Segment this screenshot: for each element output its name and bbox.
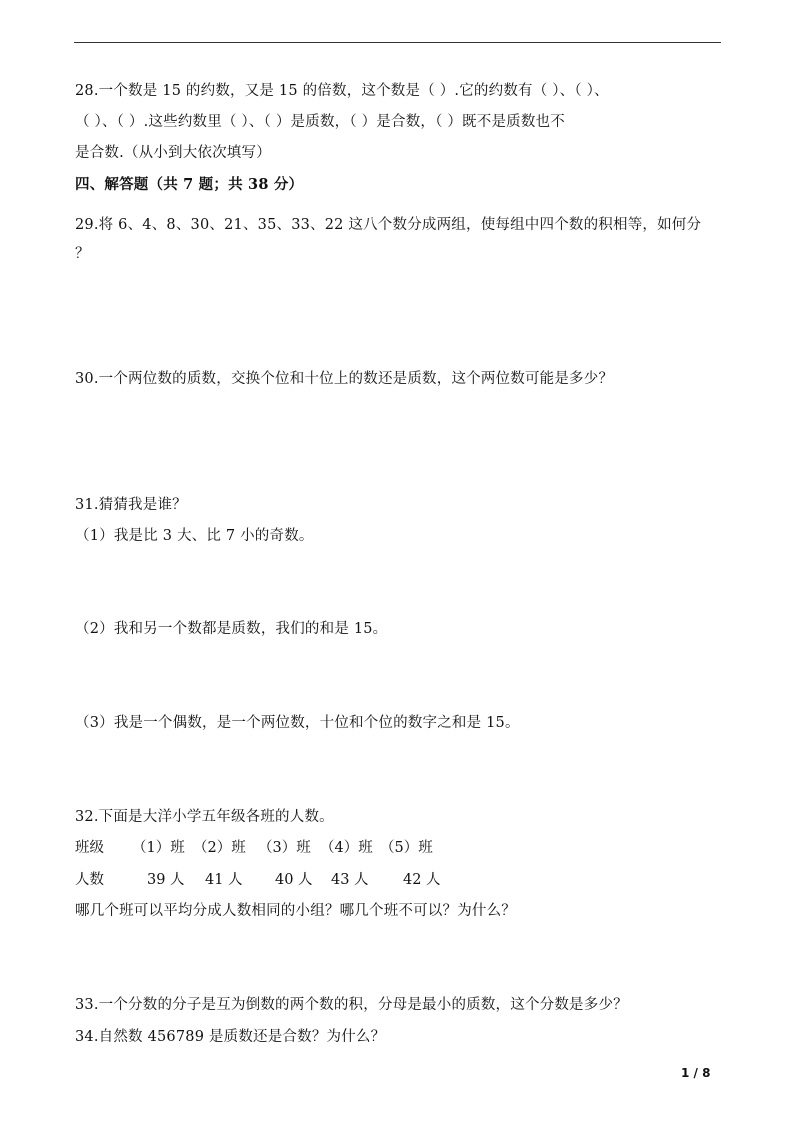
table-cell: 42 人 bbox=[403, 872, 441, 888]
section-heading: 四、解答题（共 7 题；共 38 分） bbox=[75, 176, 304, 193]
q31-part3: （3）我是一个偶数，是一个两位数，十位和个位的数字之和是 15。 bbox=[75, 715, 520, 731]
q28-line1: 28.一个数是 15 的约数，又是 15 的倍数，这个数是（ ）.它的约数有（ ）、（ ）、 bbox=[75, 83, 609, 99]
table-cell: （2）班 bbox=[193, 840, 246, 856]
table-cell: 人数 bbox=[75, 872, 104, 888]
q31-title: 31.猜猜我是谁？ bbox=[75, 497, 187, 513]
table-cell: （5）班 bbox=[380, 840, 433, 856]
q31-part2: （2）我和另一个数都是质数，我们的和是 15。 bbox=[75, 621, 388, 637]
q33-text: 33.一个分数的分子是互为倒数的两个数的积，分母是最小的质数，这个分数是多少？ bbox=[75, 997, 628, 1013]
table-cell: 41 人 bbox=[205, 872, 243, 888]
q31-part1: （1）我是比 3 大、比 7 小的奇数。 bbox=[75, 528, 314, 544]
table-cell: （1）班 bbox=[132, 840, 185, 856]
table-cell: （3）班 bbox=[258, 840, 311, 856]
q29-line1: 29.将 6、4、8、30、21、35、33、22 这八个数分成两组，使每组中四个数的积相等，如何分 bbox=[75, 217, 702, 233]
header-rule bbox=[74, 42, 721, 43]
q29-line2: ？ bbox=[75, 246, 90, 262]
q30-text: 30.一个两位数的质数，交换个位和十位上的数还是质数，这个两位数可能是多少？ bbox=[75, 371, 614, 387]
q34-text: 34.自然数 456789 是质数还是合数？为什么？ bbox=[75, 1029, 386, 1045]
table-cell: 43 人 bbox=[331, 872, 369, 888]
q32-title: 32.下面是大洋小学五年级各班的人数。 bbox=[75, 809, 334, 825]
table-cell: 39 人 bbox=[147, 872, 185, 888]
page-number: 1 / 8 bbox=[681, 1066, 711, 1080]
q32-question: 哪几个班可以平均分成人数相同的小组？哪几个班不可以？为什么？ bbox=[75, 903, 516, 919]
table-cell: 40 人 bbox=[275, 872, 313, 888]
table-cell: （4）班 bbox=[320, 840, 373, 856]
table-cell: 班级 bbox=[75, 840, 104, 856]
q28-line3: 是合数.（从小到大依次填写） bbox=[75, 145, 271, 161]
q28-line2: （ ）、（ ）.这些约数里（ ）、（ ）是质数，（ ）是合数，（ ）既不是质数也不 bbox=[75, 114, 565, 130]
